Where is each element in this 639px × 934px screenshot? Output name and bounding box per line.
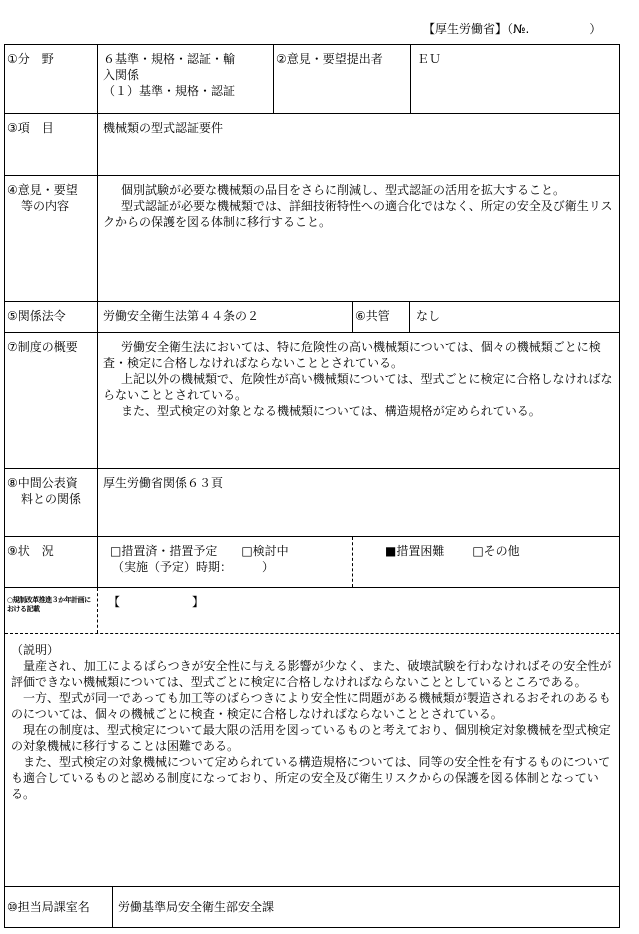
law-value: 労働安全衛生法第４４条の２ [98, 302, 353, 332]
row-status [5, 537, 619, 588]
triennial-label [5, 588, 98, 633]
explanation-content [5, 634, 619, 886]
system-label: ⑦制度の概要 [5, 333, 98, 468]
status-option-done[interactable]: □措置済・措置予定 [110, 544, 218, 558]
row-item [5, 114, 619, 176]
status-options-left [98, 537, 353, 587]
request-label-line2: 等の内容 [21, 199, 70, 213]
form-table [4, 44, 620, 928]
jurisdiction-label: ⑥共管 [353, 302, 410, 332]
explanation-para4: また、型式検定の対象機械について定められている構造規格については、同等の安全性を有するものについても適合しているものと認める制度になっており、所定の安全及び衛生リスクからの保護を図る体制となっている。 [11, 755, 611, 801]
law-label: ⑤関係法令 [5, 302, 98, 332]
status-options-right [353, 537, 619, 587]
status-option-reviewing[interactable]: □検討中 [241, 544, 289, 558]
status-label: ⑨状 況 [5, 537, 98, 587]
status-option-other[interactable]: □その他 [472, 544, 520, 558]
explanation-para2: 一方、型式が同一であっても加工等のばらつきにより安全性に問題がある機械類が製造されるおそれのあるものについては、個々の機械ごとに検査・検定に合格しなければならないこととされている。 [11, 691, 611, 721]
submitter-label: ②意見・要望提出者 [274, 45, 411, 113]
row-system [5, 333, 619, 469]
request-para2: 型式認証が必要な機械類では、詳細技術特性への適合化ではなく、所定の安全及び衛生リスクからの保護を図る体制に移行すること。 [103, 199, 613, 229]
request-content [98, 176, 619, 301]
request-para1: 個別試験が必要な機械類の品目をさらに削減し、型式認証の活用を拡大すること。 [121, 183, 566, 197]
document-header [423, 20, 601, 37]
midterm-value: 厚生労働省関係６３頁 [103, 476, 224, 490]
field-label: ①分 野 [5, 45, 98, 113]
field-value-line3: （１）基準・規格・認証 [103, 84, 236, 98]
system-para2: 上記以外の機械類で、危険性が高い機械類については、型式ごとに検定に合格しなければならないこととされている。 [103, 372, 613, 402]
system-content [98, 333, 619, 468]
request-label-line1: ④意見・要望 [7, 183, 78, 197]
request-label [5, 176, 98, 301]
row-office [5, 887, 619, 927]
status-option-difficult[interactable]: ■措置困難 [385, 544, 445, 558]
row-request [5, 176, 619, 302]
number-close: ） [589, 22, 602, 36]
submitter-value: ＥＵ [417, 52, 442, 66]
explanation-para1: 量産され、加工によるばらつきが安全性に与える影響が少なく、また、破壊試験を行わなければその安全性が評価できない機械類については、型式ごとに検定に合格しなければならないこととしているところである。 [11, 659, 612, 689]
status-option-done-date: （実施（予定）時期： ） [112, 560, 275, 574]
item-label: ③項 目 [5, 114, 98, 175]
row-field [5, 45, 619, 114]
row-explanation [5, 634, 619, 887]
ministry-label: 【厚生労働省】 [423, 22, 508, 36]
row-midterm [5, 469, 619, 537]
system-para3: また、型式検定の対象となる機械類については、構造規格が定められている。 [121, 404, 541, 418]
explanation-para3: 現在の制度は、型式検定について最大限の活用を図っているものと考えており、個別検定対象機械を型式検定の対象機械に移行することは困難である。 [11, 723, 611, 753]
system-para1: 労働安全衛生法においては、特に危険性の高い機械類については、個々の機械類ごとに検査・検定に合格しなければならないこととされている。 [103, 340, 601, 370]
midterm-label-line2: 料との関係 [21, 492, 82, 506]
office-label: ⑩担当局課室名 [5, 887, 113, 927]
triennial-label-text: ○規制改革推進３か年計画における記載 [7, 596, 91, 613]
row-law [5, 302, 619, 333]
midterm-label [5, 469, 98, 536]
item-value: 機械類の型式認証要件 [103, 121, 224, 135]
triennial-value: 【 】 [108, 595, 205, 609]
jurisdiction-value: なし [416, 309, 441, 323]
explanation-heading: （説明） [11, 643, 60, 657]
field-value [98, 45, 274, 113]
number-label: （№. [507, 22, 530, 36]
row-triennial [5, 588, 619, 634]
office-value: 労働基準局安全衛生部安全課 [118, 900, 275, 914]
field-value-line2: 入関係 [103, 68, 140, 82]
field-value-line1: ６基準・規格・認証・輸 [103, 52, 236, 66]
midterm-label-line1: ⑧中間公表資 [7, 476, 78, 490]
